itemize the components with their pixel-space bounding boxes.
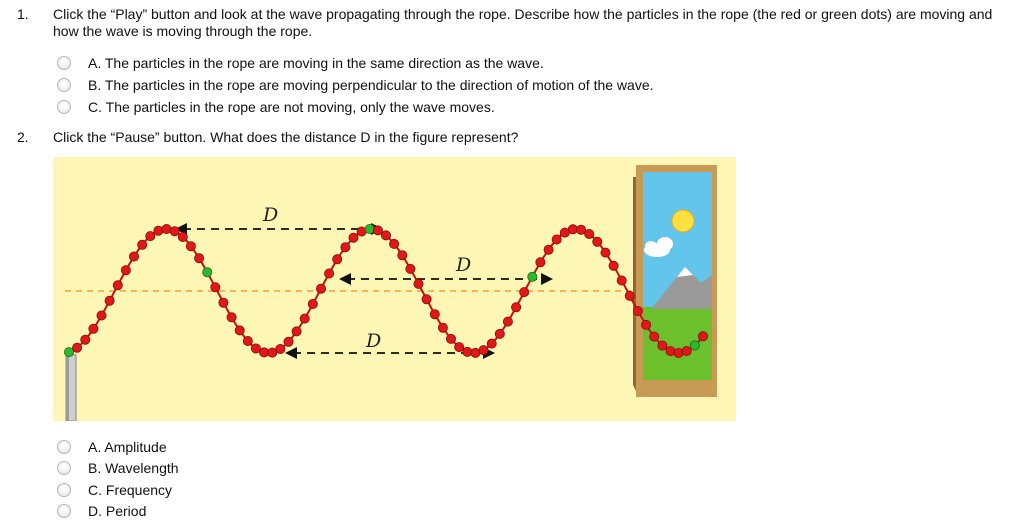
rope-particle (601, 248, 610, 257)
answer-label: A. The particles in the rope are moving in the same direction as the wave. (88, 55, 544, 71)
rope-particle (381, 231, 390, 240)
radio-button[interactable] (57, 461, 71, 475)
question-text: Click the “Play” button and look at the wave propagating through the rope. Describe how the particles in the rope (the red or green dots) are moving and how the wave is moving through the rope. (53, 6, 993, 39)
rope-particle (455, 343, 464, 352)
radio-button[interactable] (57, 504, 71, 518)
answer-label: A. Amplitude (88, 439, 167, 455)
rope-particle (674, 348, 683, 357)
rope-particle (650, 332, 659, 341)
rope-particle (642, 320, 651, 329)
rope-particle (292, 327, 301, 336)
answer-option-a[interactable] (57, 437, 167, 457)
answer-option-b[interactable] (57, 458, 179, 478)
rope-particle (373, 226, 382, 235)
rope-particle (162, 224, 171, 233)
rope-particle (170, 227, 179, 236)
answer-option-a[interactable] (57, 53, 544, 73)
answer-label: D. Period (88, 503, 147, 519)
rope-particle (422, 295, 431, 304)
rope-particle (89, 324, 98, 333)
distance-label-d: D (366, 330, 382, 352)
rope-particle (617, 276, 626, 285)
answer-option-d[interactable] (57, 501, 146, 521)
rope-particle (698, 332, 707, 341)
rope-particle (154, 226, 163, 235)
rope-particle (146, 232, 155, 241)
rope-particle (341, 243, 350, 252)
answer-label: C. Frequency (88, 482, 173, 498)
rope-particle (300, 314, 309, 323)
rope-particle (316, 284, 325, 293)
rope-particle (406, 264, 415, 273)
rope-particle (121, 266, 130, 275)
rope-particle (97, 311, 106, 320)
rope-particle (609, 261, 618, 270)
rope-particle-marked (64, 348, 73, 357)
answer-option-c[interactable] (57, 480, 172, 500)
rope-particle (666, 347, 675, 356)
distance-label-d: D (263, 204, 279, 226)
rope-particle (633, 306, 642, 315)
rope-particle-marked (528, 272, 537, 281)
sun-icon (672, 210, 694, 232)
rope-particle (414, 279, 423, 288)
rope-particle (211, 283, 220, 292)
rope-particle-marked (690, 341, 699, 350)
answer-option-b[interactable] (57, 75, 654, 95)
rope-particle (658, 341, 667, 350)
rope-particle (520, 288, 529, 297)
rope-particle (138, 240, 147, 249)
rope-particle (390, 239, 399, 248)
rope-particle (446, 334, 455, 343)
rope-particle (195, 254, 204, 263)
rope-particle (186, 242, 195, 251)
rope-particle-marked (365, 224, 374, 233)
rope-particle (512, 303, 521, 312)
radio-button[interactable] (57, 56, 71, 70)
radio-button[interactable] (57, 483, 71, 497)
rope-particle (495, 329, 504, 338)
question-text: Click the “Pause” button. What does the distance D in the figure represent? (53, 129, 519, 145)
window-scene (633, 165, 717, 397)
rope-particle (276, 344, 285, 353)
rope-particle (284, 337, 293, 346)
rope-particle (81, 335, 90, 344)
rope-particle (682, 346, 691, 355)
rope-particle (308, 299, 317, 308)
rope-particle (544, 245, 553, 254)
rope-particle (479, 346, 488, 355)
radio-button[interactable] (57, 440, 71, 454)
answer-option-c[interactable] (57, 97, 495, 117)
rope-particle (585, 229, 594, 238)
rope-particle (487, 339, 496, 348)
rope-particle (552, 235, 561, 244)
rope-particle (503, 317, 512, 326)
rope-particle (349, 233, 358, 242)
rope-post-shadow (66, 355, 69, 421)
rope-particle (235, 326, 244, 335)
wave-figure (53, 157, 736, 421)
rope-particle (113, 281, 122, 290)
rope-particle (243, 336, 252, 345)
wave-diagram (53, 157, 736, 421)
rope-particle (73, 343, 82, 352)
rope-particle (219, 298, 228, 307)
radio-button[interactable] (57, 78, 71, 92)
rope-particle (333, 255, 342, 264)
rope-particle (105, 296, 114, 305)
rope-particle (227, 313, 236, 322)
rope-particle (178, 232, 187, 241)
answer-label: C. The particles in the rope are not moving, only the wave moves. (88, 99, 495, 115)
answer-label: B. Wavelength (88, 460, 179, 476)
window-grass (643, 307, 712, 380)
rope-particle (325, 269, 334, 278)
rope-particle (251, 344, 260, 353)
question-number: 1. (17, 6, 29, 22)
rope-particle-marked (203, 268, 212, 277)
distance-label-d: D (456, 254, 472, 276)
rope-particle (398, 251, 407, 260)
rope-particle (129, 252, 138, 261)
rope-particle (625, 291, 634, 300)
answer-label: B. The particles in the rope are moving perpendicular to the direction of motion of the wave. (88, 77, 654, 93)
question-number: 2. (17, 129, 29, 145)
rope-particle (593, 237, 602, 246)
radio-button[interactable] (57, 100, 71, 114)
rope-particle (536, 258, 545, 267)
rope-particle (430, 310, 439, 319)
rope-particle (438, 323, 447, 332)
